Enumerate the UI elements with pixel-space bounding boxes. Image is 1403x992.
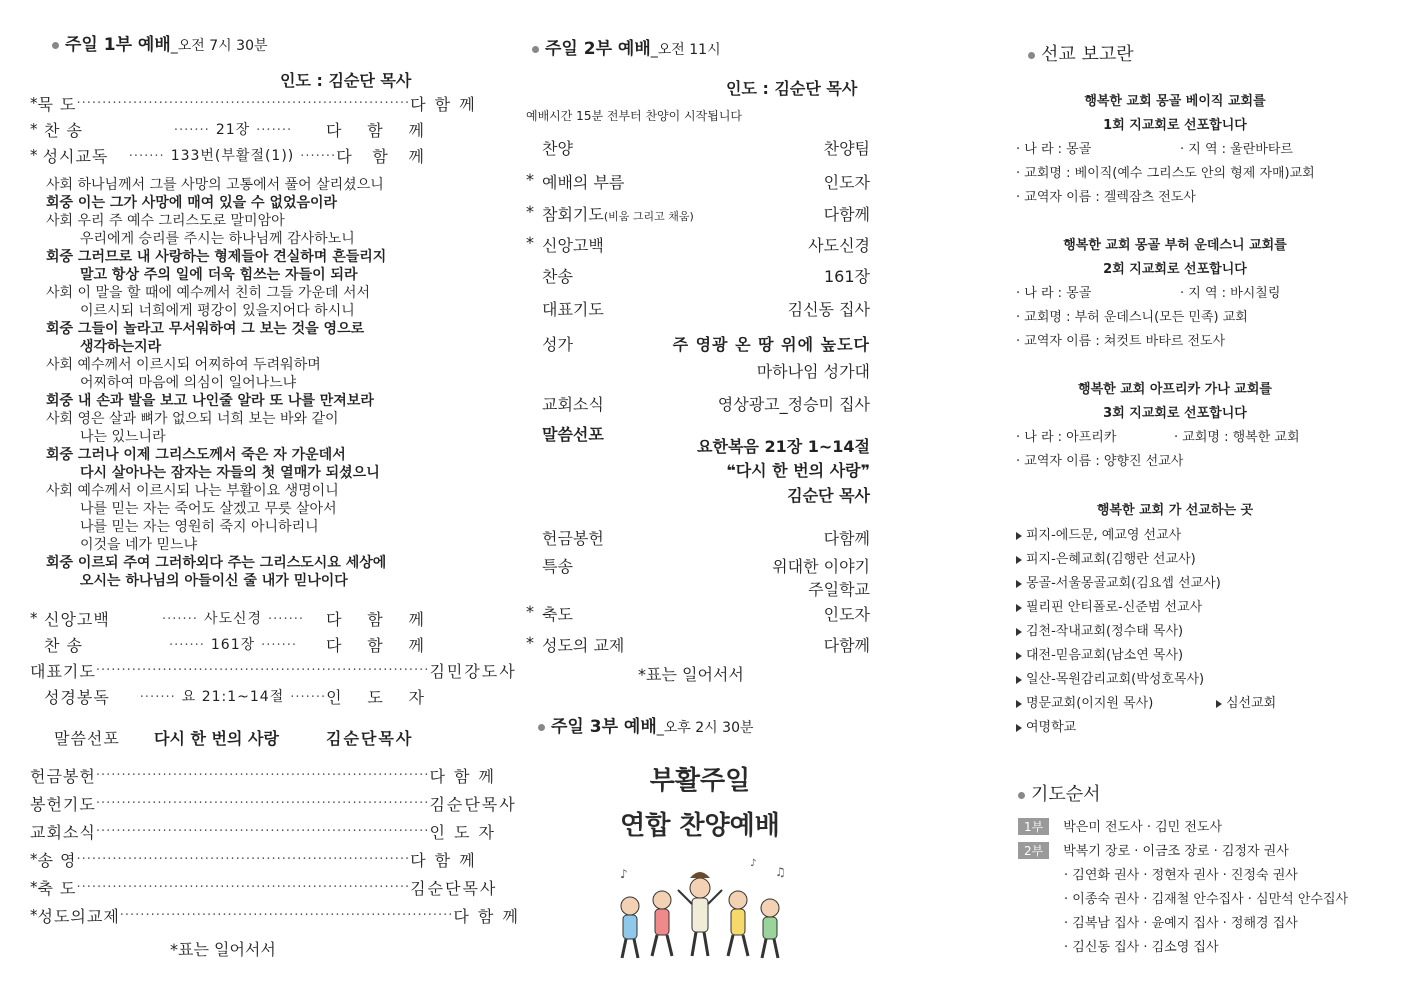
service2-row-label [520, 202, 694, 225]
responsive-line: 사회 예수께서 이르시되 어찌하여 두려워하며 [46, 357, 321, 373]
order-label: 성경봉독 [43, 687, 110, 707]
sermon2-preacher: 김순단 목사 [787, 486, 870, 505]
support-text: 대전-믿음교회(남소연 목사) [1026, 648, 1184, 663]
service2-row-label [520, 602, 573, 625]
news-row [520, 392, 870, 415]
support-item [1016, 572, 1221, 591]
responsive-line: 사회 이 말을 할 때에 예수께서 친히 그들 가운데 서서 [46, 285, 371, 301]
anthem-choir-row [520, 359, 870, 382]
dot-leader [140, 608, 326, 628]
mission-detail: · 교회명 : 부허 운데스니(모든 민족) 교회 [1016, 310, 1248, 325]
order-row [30, 92, 477, 114]
prayer-title-text: 기도순서 [1031, 784, 1101, 805]
service2-row-value: 인도자 [823, 605, 870, 624]
responsive-line: 어찌하여 마음에 의심이 일어나느냐 [80, 375, 297, 391]
mission-heading-2: 1회 지교회로 선포합니다 [1103, 118, 1247, 133]
service2-sublabel: (비움 그리고 채움) [603, 210, 694, 223]
support-item [1016, 716, 1076, 735]
service2-row-label [520, 170, 624, 193]
sermon2-passage: 요한복음 21장 1~14절 [697, 437, 870, 456]
dancing-people-illustration [600, 848, 800, 968]
prayer-title [1018, 780, 1101, 806]
order-row [30, 792, 517, 814]
order-item: 요 21:1~14절 [176, 689, 290, 705]
responsive-line: 나를 믿는 자는 죽어도 살겠고 무릇 살아서 [80, 501, 337, 517]
service2-row-label [520, 264, 573, 287]
standing-mark: * [30, 120, 38, 138]
prayer-tag-2: 2부 [1018, 842, 1049, 859]
responsive-line: 나를 믿는 자는 영원히 죽지 아니하리니 [80, 519, 319, 535]
mission-heading: 행복한 교회 아프리카 가나 교회를 [1078, 382, 1272, 397]
prayer-line-1 [1018, 816, 1222, 835]
mission-detail: · 교역자 이름 : 쳐컷트 바타르 전도사 [1016, 334, 1226, 349]
service2-row-label [520, 297, 604, 320]
triangle-bullet-icon [1016, 580, 1022, 588]
service2-label-text: 신앙고백 [542, 236, 604, 255]
mission-detail: · 교회명 : 베이직(예수 그리스도 안의 형제 자매)교회 [1016, 166, 1315, 181]
prayer-line-2 [1018, 840, 1289, 859]
mission-detail: · 지 역 : 바시칠링 [1180, 286, 1281, 301]
service2-row [520, 170, 870, 193]
order-person: 김민강도사 [429, 661, 517, 681]
standing-mark: * [30, 146, 38, 164]
mission-detail: · 나 라 : 몽골 [1016, 286, 1092, 301]
service2-time: _오전 11시 [650, 42, 721, 58]
responsive-line: 말고 항상 주의 일에 더욱 힘쓰는 자들이 되라 [80, 267, 358, 283]
dot-leader: ································································· [76, 879, 411, 895]
dot-leader [140, 634, 326, 654]
responsive-line: 사회 우리 주 예수 그리스도로 말미암아 [46, 213, 285, 229]
support-text: 심선교회 [1226, 696, 1277, 711]
order-person: 김순단목사 [410, 878, 498, 898]
order-row [30, 764, 496, 786]
service2-row-value: 사도신경 [808, 236, 870, 255]
service1-standing-note: *표는 일어서서 [170, 940, 276, 959]
dot-leader [140, 686, 326, 706]
order-row [30, 820, 496, 842]
order-row [30, 118, 426, 140]
mission-heading-2: 3회 지교회로 선포합니다 [1103, 406, 1247, 421]
service2-leader: 인도 : 김순단 목사 [726, 79, 858, 98]
responsive-line: 회중 그들이 놀라고 무서워하여 그 보는 것을 영으로 [46, 321, 365, 337]
support-item [1016, 620, 1183, 639]
prayer-names-line: · 이종숙 권사 · 김재철 안수집사 · 심만석 안수집사 [1064, 892, 1349, 907]
dot-leader [129, 145, 336, 165]
bullet-icon [1028, 52, 1035, 59]
order-row [30, 659, 517, 681]
service1-sermon-row [30, 726, 426, 748]
order-label: 묵 도 [37, 94, 77, 114]
bullet-icon [538, 724, 545, 731]
service3-time: _오후 2시 30분 [656, 720, 754, 736]
support-text: 여명학교 [1026, 720, 1077, 735]
mission-heading-2: 2회 지교회로 선포합니다 [1103, 262, 1247, 277]
triangle-bullet-icon [1016, 700, 1022, 708]
support-item [1216, 692, 1276, 711]
easter-poster [590, 760, 810, 968]
mission-title [1028, 40, 1134, 66]
mission-detail: · 교역자 이름 : 양향진 선교사 [1016, 454, 1184, 469]
dot-leader: ································································· [76, 851, 411, 867]
service2-title-text: 주일 2부 예배 [545, 39, 651, 59]
support-text: 필리핀 안티폴로-신준범 선교사 [1026, 600, 1203, 615]
responsive-line: 생각하는지라 [80, 339, 162, 355]
svg-text:♫: ♫ [775, 865, 786, 879]
service2-row [520, 202, 870, 225]
order-row [30, 685, 426, 707]
service2-row-value: 161장 [824, 267, 870, 286]
dot-leader: ································································· [119, 907, 454, 923]
responsive-line: 사회 영은 살과 뼈가 없으되 너희 보는 바와 같이 [46, 411, 339, 427]
news-value: 영상광고_정승미 집사 [717, 395, 870, 414]
support-item [1016, 524, 1181, 543]
poster-line2: 연합 찬양예배 [620, 811, 780, 841]
order-row [30, 144, 426, 166]
service2-row [520, 297, 870, 320]
dot-leader-right: ······· [256, 123, 293, 138]
support-item [1016, 548, 1196, 567]
mission-title-text: 선교 보고란 [1041, 44, 1134, 65]
service2-row-value: 다함께 [823, 636, 870, 655]
standing-mark: * [30, 906, 38, 924]
prayer-names-line: · 김복남 집사 · 윤예지 집사 · 정해경 집사 [1064, 916, 1298, 931]
support-text: 피지-은혜교회(김행란 선교사) [1026, 552, 1196, 567]
order-person: 다 함 께 [453, 906, 520, 926]
order-person: 다 함 께 [429, 766, 496, 786]
service2-row-label [520, 233, 604, 256]
dot-leader-right: ······· [290, 690, 327, 705]
prayer-names-1: 박은미 전도사 · 김민 전도사 [1063, 820, 1223, 835]
order-label: 신앙고백 [44, 609, 110, 629]
responsive-line: 오시는 하나님의 아들이신 줄 내가 믿나이다 [80, 573, 348, 589]
service1-leader: 인도 : 김순단 목사 [280, 71, 412, 90]
sermon-title: 다시 한 번의 사랑 [154, 728, 279, 748]
svg-text:♪: ♪ [620, 867, 628, 881]
service2-label-text: 성도의 교제 [542, 636, 625, 655]
order-label: 찬 송 [44, 120, 83, 140]
responsive-line: 회중 그러므로 내 사랑하는 형제들아 견실하며 흔들리지 [46, 249, 387, 265]
dot-leader: ································································· [76, 95, 411, 111]
anthem-title: 주 영광 온 땅 위에 높도다 [672, 335, 870, 354]
bullet-icon [532, 46, 539, 53]
sermon2-title: ❝다시 한 번의 사랑❞ [726, 461, 870, 480]
service3-title [538, 712, 754, 737]
triangle-bullet-icon [1016, 604, 1022, 612]
support-title: 행복한 교회 가 선교하는 곳 [1096, 503, 1254, 518]
triangle-bullet-icon [1016, 676, 1022, 684]
order-row [30, 607, 426, 629]
standing-mark: * [526, 602, 534, 621]
service2-row-label [520, 136, 573, 159]
responsive-line: 회중 이는 그가 사망에 매여 있을 수 없었음이라 [46, 195, 338, 211]
service2-label-text: 찬송 [542, 267, 573, 286]
order-person: 인 도 자 [429, 822, 496, 842]
order-label: 헌금봉헌 [30, 766, 96, 786]
support-text: 몽골-서울몽골교회(김요셉 선교사) [1026, 576, 1221, 591]
support-item [1016, 596, 1202, 615]
responsive-line: 이것을 네가 믿느냐 [80, 537, 198, 553]
sermon-label: 말씀선포 [54, 728, 120, 748]
order-person: 다 함 께 [410, 94, 477, 114]
prayer-tag-1: 1부 [1018, 818, 1049, 835]
special-song-row [520, 554, 870, 577]
responsive-line: 이르시되 너희에게 평강이 있을지어다 하시니 [80, 303, 355, 319]
dot-leader-left: ······· [139, 690, 176, 705]
triangle-bullet-icon [1016, 724, 1022, 732]
standing-mark: * [526, 202, 534, 221]
dot-leader: ································································· [95, 662, 430, 678]
service2-label-text: 찬양 [542, 139, 573, 158]
support-text: 피지-에드문, 예교영 선교사 [1026, 528, 1182, 543]
poster-line1: 부활주일 [649, 766, 751, 796]
dot-leader-left: ······· [162, 612, 198, 627]
service2-row-value: 다함께 [823, 205, 870, 224]
support-text: 김천-작내교회(정수태 목사) [1026, 624, 1184, 639]
responsive-line: 회중 그러나 이제 그리스도께서 죽은 자 가운데서 [46, 447, 346, 463]
bullet-icon [52, 42, 59, 49]
service2-label-text: 축도 [542, 605, 573, 624]
triangle-bullet-icon [1016, 628, 1022, 636]
service2-row [520, 264, 870, 287]
order-person: 다 함 께 [326, 609, 426, 629]
service2-row [520, 526, 870, 549]
anthem-row [520, 332, 870, 355]
service2-standing-note: *표는 일어서서 [638, 665, 744, 684]
service2-row [520, 136, 870, 159]
anthem-choir: 마하나임 성가대 [756, 362, 870, 381]
sermon2-title-row [520, 458, 870, 481]
service2-intro: 예배시간 15분 전부터 찬양이 시작됩니다 [526, 109, 743, 123]
triangle-bullet-icon [1016, 652, 1022, 660]
dot-leader: ································································· [95, 767, 430, 783]
standing-mark: * [526, 633, 534, 652]
order-person: 다 함 께 [336, 146, 426, 166]
standing-mark: * [30, 94, 38, 112]
mission-detail: · 나 라 : 아프리카 [1016, 430, 1117, 445]
order-item: 161장 [205, 637, 261, 653]
dot-leader: ································································· [95, 823, 430, 839]
dot-leader-left: ······· [168, 638, 205, 653]
service1-time: _오전 7시 30분 [170, 38, 268, 54]
dot-leader [140, 119, 326, 139]
triangle-bullet-icon [1216, 700, 1222, 708]
dot-leader-left: ······· [128, 149, 165, 164]
order-row [30, 876, 498, 898]
order-label: 성도의교제 [37, 906, 120, 926]
special-song-group-row [520, 577, 870, 600]
dot-leader-right: ······· [268, 612, 304, 627]
news-label: 교회소식 [542, 395, 604, 414]
responsive-line: 우리에게 승리를 주시는 하나님께 감사하노니 [80, 231, 355, 247]
support-item [1016, 668, 1204, 687]
order-item: 133번(부활절(1)) [165, 148, 301, 164]
responsive-line: 나는 있느니라 [80, 429, 166, 445]
service2-row-value: 다함께 [823, 529, 870, 548]
order-person: 다 함 께 [326, 635, 426, 655]
standing-mark: * [526, 233, 534, 252]
order-label: 봉헌기도 [30, 794, 96, 814]
dot-leader: ································································· [95, 795, 430, 811]
responsive-line: 사회 하나님께서 그를 사망의 고통에서 풀어 살리셨으니 [46, 177, 384, 193]
service2-row [520, 602, 870, 625]
order-row [30, 848, 477, 870]
order-label: 찬 송 [44, 635, 83, 655]
order-label: 축 도 [37, 878, 77, 898]
service2-row [520, 633, 870, 656]
order-person: 김순단목사 [429, 794, 517, 814]
special-song-title: 위대한 이야기 [772, 557, 870, 576]
bullet-icon [1018, 792, 1025, 799]
responsive-line: 다시 살아나는 잠자는 자들의 첫 열매가 되셨으니 [80, 465, 380, 481]
special-song-group: 주일학교 [808, 580, 870, 599]
mission-detail: · 교역자 이름 : 겔렉잠츠 전도사 [1016, 190, 1196, 205]
order-label: 대표기도 [30, 661, 96, 681]
sermon2-passage-row [520, 434, 870, 457]
service2-label-text: 참회기도 [542, 205, 604, 224]
standing-mark: * [30, 850, 38, 868]
anthem-label: 성가 [542, 335, 573, 354]
service2-label-text: 헌금봉헌 [542, 529, 604, 548]
prayer-names-2: 박복기 장로 · 이금조 장로 · 김정자 권사 [1063, 844, 1289, 859]
order-person: 다 함 께 [410, 850, 477, 870]
mission-detail: · 나 라 : 몽골 [1016, 142, 1092, 157]
standing-mark: * [30, 609, 38, 627]
service2-row-label [520, 633, 624, 656]
standing-mark: * [30, 878, 38, 896]
svg-text:♪: ♪ [750, 858, 757, 869]
service2-row-value: 김신동 집사 [787, 300, 870, 319]
service2-row-value: 인도자 [823, 173, 870, 192]
service1-title-text: 주일 1부 예배 [65, 35, 171, 55]
responsive-line: 사회 예수께서 이르시되 나는 부활이요 생명이니 [46, 483, 339, 499]
service2-label-text: 대표기도 [542, 300, 604, 319]
dot-leader-left: ······· [173, 123, 210, 138]
order-row [30, 633, 426, 655]
service2-row-label [520, 526, 604, 549]
standing-mark: * [526, 170, 534, 189]
order-person: 다 함 께 [326, 120, 426, 140]
service1-title [52, 30, 268, 55]
support-item [1016, 692, 1153, 711]
order-row [30, 904, 520, 926]
dot-leader-right: ······· [261, 638, 298, 653]
order-label: 성시교독 [42, 146, 109, 166]
mission-heading: 행복한 교회 몽골 베이직 교회를 [1084, 94, 1266, 109]
order-item: 사도신경 [198, 611, 268, 627]
order-label: 송 영 [37, 850, 77, 870]
support-text: 명문교회(이지원 목사) [1026, 696, 1154, 711]
prayer-names-line: · 김연화 권사 · 정현자 권사 · 진정숙 권사 [1064, 868, 1298, 883]
triangle-bullet-icon [1016, 556, 1022, 564]
triangle-bullet-icon [1016, 532, 1022, 540]
order-person: 인 도 자 [326, 687, 426, 707]
order-item: 21장 [210, 122, 256, 138]
service2-label-text: 예배의 부름 [542, 173, 625, 192]
special-song-label: 특송 [542, 557, 573, 576]
mission-heading: 행복한 교회 몽골 부허 운데스니 교회를 [1063, 238, 1287, 253]
sermon-preacher: 김순단목사 [326, 728, 414, 748]
sermon2-preacher-row [520, 483, 870, 506]
mission-detail: · 지 역 : 울란바타르 [1180, 142, 1293, 157]
support-text: 일산-목원감리교회(박성호목사) [1026, 672, 1205, 687]
prayer-names-line: · 김신동 집사 · 김소영 집사 [1064, 940, 1219, 955]
service2-title [532, 34, 721, 59]
responsive-line: 회중 내 손과 발을 보고 나인줄 알라 또 나를 만져보라 [46, 393, 374, 409]
sermon2-label: 말씀선포 [542, 425, 604, 444]
dot-leader-right: ······· [300, 149, 337, 164]
service3-title-text: 주일 3부 예배 [551, 717, 657, 737]
mission-detail: · 교회명 : 행복한 교회 [1174, 430, 1300, 445]
responsive-line: 회중 이르되 주여 그러하외다 주는 그리스도시요 세상에 [46, 555, 387, 571]
service2-row [520, 233, 870, 256]
service2-row-value: 찬양팀 [823, 139, 870, 158]
support-item [1016, 644, 1183, 663]
order-label: 교회소식 [30, 822, 96, 842]
